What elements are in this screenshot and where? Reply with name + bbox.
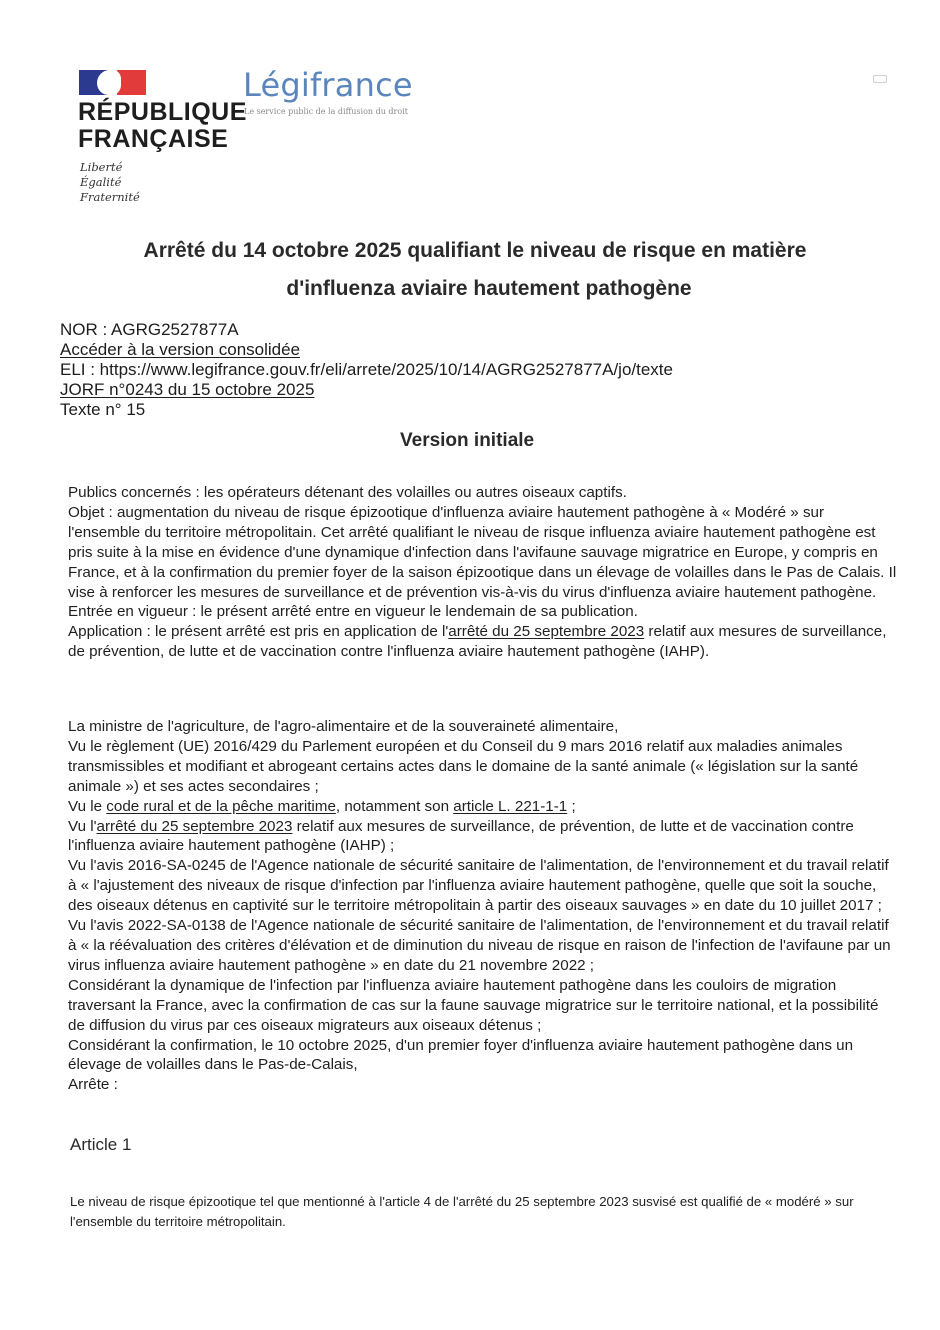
- visa-arrete-after: relatif aux mesures de surveillance, de prévention, de lutte et de vaccination contre l'influenza aviaire hautement pathogène (IAHP) ;: [68, 817, 854, 855]
- legifrance-tagline: Le service public de la diffusion du droit: [244, 107, 408, 116]
- visa-arrete-before: Vu l': [68, 817, 97, 835]
- considerant-confirmation: Considérant la confirmation, le 10 octobre 2025, d'un premier foyer d'influenza aviaire hautement pathogène dans un élevage de volailles dans le Pas-de-Calais,: [68, 1036, 854, 1074]
- visa-code-before: Vu le: [68, 797, 107, 815]
- visa-code-middle: , notamment son: [335, 797, 454, 815]
- flag-red-band: [117, 70, 146, 95]
- entree-en-vigueur: Entrée en vigueur : le présent arrêté entre en vigueur le lendemain de sa publication.: [68, 603, 638, 621]
- visas-section: [68, 717, 898, 1095]
- title-line1: Arrêté du 14 octobre 2025 qualifiant le niveau de risque en matière: [143, 239, 807, 262]
- application: [68, 622, 898, 662]
- arrete-2023-visa-link[interactable]: arrêté du 25 septembre 2023: [96, 817, 293, 835]
- publics-concernes: Publics concernés : les opérateurs détenant des volailles ou autres oiseaux captifs.: [68, 484, 627, 501]
- title-line2: d'influenza aviaire hautement pathogène: [286, 277, 692, 300]
- motto-liberte: Liberté: [80, 160, 123, 174]
- republic-line2: FRANÇAISE: [78, 125, 229, 153]
- republique-francaise-wordmark: [78, 99, 247, 153]
- marianne-profile-icon: [97, 70, 121, 95]
- document-meta: [60, 320, 673, 420]
- version-heading: Version initiale: [400, 430, 535, 451]
- application-text-before: Application : le présent arrêté est pris en application de l': [68, 623, 449, 641]
- article-1-text: Le niveau de risque épizootique tel que mentionné à l'article 4 de l'arrêté du 25 septembre 2023 susvisé est qualifié de « modéré » sur l'ensemble du territoire métropolitain.: [70, 1194, 854, 1229]
- considerant-dynamique: Considérant la dynamique de l'infection par l'influenza aviaire hautement pathogène dans les couloirs de migration traversant la France, avec la confirmation de cas sur la faune sauvage migratrice sur le territoire national, et la possibilité de diffusion du virus par ces oiseaux migrateurs aux oiseaux détenus ;: [68, 976, 879, 1034]
- visa-code-after: ;: [567, 797, 576, 815]
- motto-egalite: Égalité: [80, 175, 122, 189]
- consolidated-version-link[interactable]: Accéder à la version consolidée: [60, 340, 301, 359]
- application-text-after: relatif aux mesures de surveillance, de prévention, de lutte et de vaccination contre l'influenza aviaire hautement pathogène (IAHP).: [68, 623, 887, 661]
- republic-line1: RÉPUBLIQUE: [78, 98, 247, 126]
- ministre: La ministre de l'agriculture, de l'agro-alimentaire et de la souveraineté alimentaire,: [68, 718, 619, 735]
- motto: [80, 160, 140, 205]
- page-title: [60, 232, 890, 308]
- jorf-link[interactable]: JORF n°0243 du 15 octobre 2025: [60, 380, 315, 399]
- page-corner-mark-icon: [873, 75, 887, 83]
- code-rural-link[interactable]: code rural et de la pêche maritime: [106, 797, 336, 815]
- arrete-2023-link[interactable]: arrêté du 25 septembre 2023: [448, 623, 645, 641]
- visa-avis-2022: Vu l'avis 2022-SA-0138 de l'Agence nationale de sécurité sanitaire de l'alimentation, de l'environnement et du travail relatif à « la réévaluation des critères d'élévation et de diminution du niveau de risque en raison de l'infection de l'avifaune par un virus influenza aviaire hautement pathogène » en date du 21 novembre 2022 ;: [68, 917, 891, 974]
- nor-code: NOR : AGRG2527877A: [60, 320, 239, 339]
- visa-code-rural: [68, 797, 898, 817]
- notice-summary: [68, 483, 898, 662]
- article-1-heading: Article 1: [70, 1135, 132, 1154]
- texte-number: Texte n° 15: [60, 400, 146, 419]
- arrete-label: Arrête :: [68, 1076, 118, 1094]
- visa-avis-2016: Vu l'avis 2016-SA-0245 de l'Agence nationale de sécurité sanitaire de l'alimentation, de l'environnement et du travail relatif à « l'ajustement des niveaux de risque d'infection par l'influenza aviaire hautement pathogène, quelle que soit la souche, des oiseaux détenus en captivité sur le territoire métropolitain à partir des oiseaux sauvages » en date du 10 juillet 2017 ;: [68, 857, 889, 915]
- legifrance-logo: Légifrance: [243, 66, 413, 104]
- visa-reglement: Vu le règlement (UE) 2016/429 du Parlement européen et du Conseil du 9 mars 2016 relatif aux maladies animales transmissibles et modifiant et abrogeant certains actes dans le domaine de la santé animale (« législation sur la santé animale ») et ses actes secondaires ;: [68, 737, 859, 795]
- motto-fraternite: Fraternité: [80, 190, 140, 204]
- article-l221-link[interactable]: article L. 221-1-1: [453, 797, 568, 815]
- marianne-flag-logo: [79, 70, 146, 95]
- eli-url: ELI : https://www.legifrance.gouv.fr/eli/arrete/2025/10/14/AGRG2527877A/jo/texte: [60, 360, 673, 379]
- visa-arrete-2023: [68, 817, 898, 857]
- objet: Objet : augmentation du niveau de risque épizootique d'influenza aviaire hautement pathogène à « Modéré » sur l'ensemble du territoire métropolitain. Cet arrêté qualifiant le niveau de risque influenza aviaire hautement pathogène est pris suite à la mise en évidence d'une dynamique d'infection dans l'avifaune sauvage migratrice en Europe, y compris en France, et à la confirmation du premier foyer de la saison épizootique dans un élevage de volailles dans le Pas de Calais. Il vise à renforcer les mesures de surveillance et de prévention vis-à-vis du virus d'influenza aviaire hautement pathogène.: [68, 503, 897, 601]
